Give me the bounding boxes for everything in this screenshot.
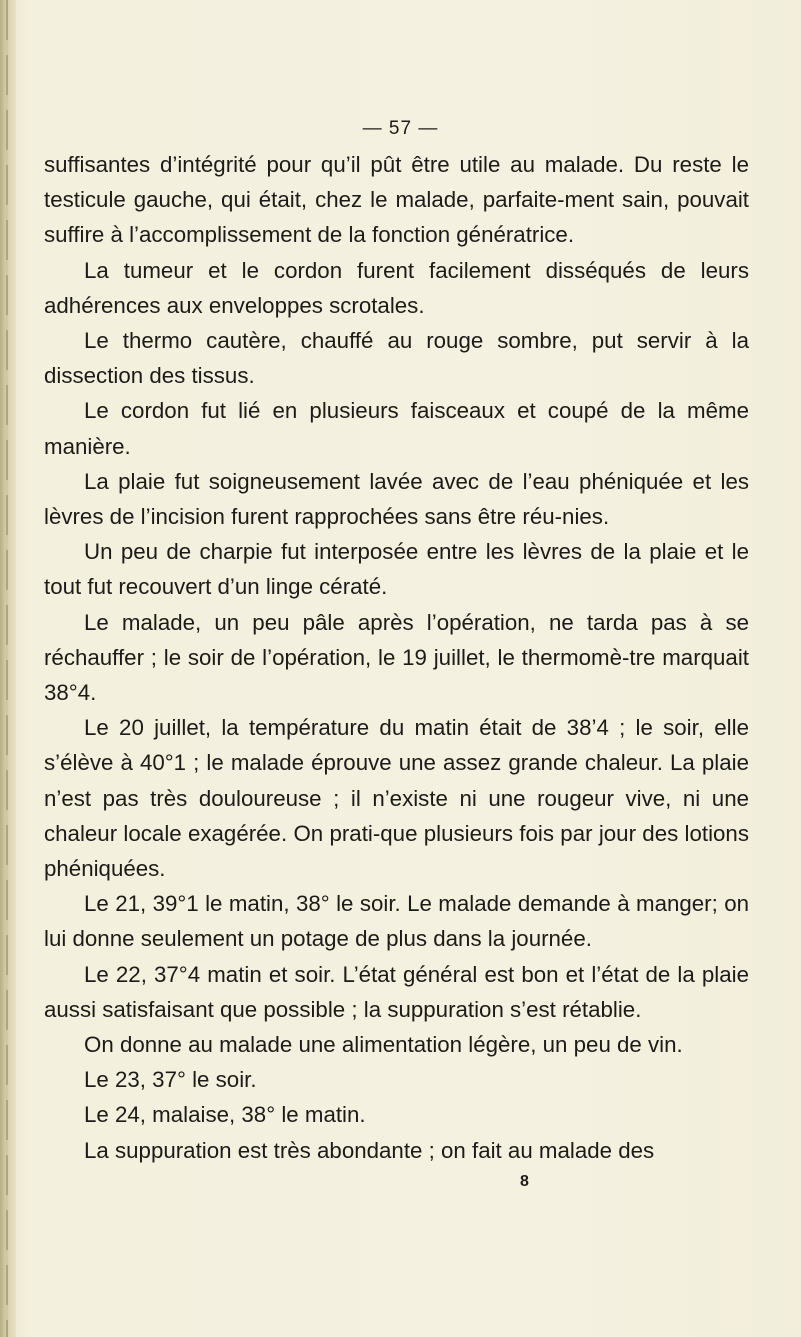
body-text xyxy=(44,147,749,1168)
paragraph: Le thermo cautère, chauffé au rouge sombre, put servir à la dissection des tissus. xyxy=(44,328,749,389)
book-spine-edge xyxy=(0,0,16,1337)
signature-mark: 8 xyxy=(520,1173,529,1190)
paragraph: Le 21, 39°1 le matin, 38° le soir. Le malade demande à manger; on lui donne seulement un potage de plus dans la journée. xyxy=(44,891,749,952)
paragraph: On donne au malade une alimentation légère, un peu de vin. xyxy=(84,1032,683,1058)
paragraph: suffisantes d’intégrité pour qu’il pût être utile au malade. Du reste le testicule gauche, qui était, chez le malade, parfaite-ment sain, pouvait suffire à l’accomplissement de la fonction génératrice. xyxy=(44,152,749,248)
paragraph: Le cordon fut lié en plusieurs faisceaux et coupé de la même manière. xyxy=(44,398,749,459)
page-number: — 57 — xyxy=(362,118,439,139)
paragraph: La plaie fut soigneusement lavée avec de l’eau phéniquée et les lèvres de l’incision furent rapprochées sans être réu-nies. xyxy=(44,468,749,530)
paragraph: Le 24, malaise, 38° le matin. xyxy=(84,1102,366,1128)
paragraph: Le 20 juillet, la température du matin était de 38’4 ; le soir, elle s’élève à 40°1 ; le malade éprouve une assez grande chaleur. La plaie n’est pas très douloureuse ; il n’existe ni une rougeur vive, ni une chaleur locale exagérée. On prati-que plusieurs fois par jour des lotions phéniquées. xyxy=(44,715,749,882)
paragraph: Le 22, 37°4 matin et soir. L’état général est bon et l’état de la plaie aussi satisfaisant que possible ; la suppuration s’est rétablie. xyxy=(44,961,749,1022)
paragraph: Le malade, un peu pâle après l’opération, ne tarda pas à se réchauffer ; le soir de l’opération, le 19 juillet, le thermomè-tre marquait 38°4. xyxy=(44,609,749,706)
paragraph: La tumeur et le cordon furent facilement disséqués de leurs adhérences aux enveloppes scrotales. xyxy=(44,257,749,318)
paragraph: Un peu de charpie fut interposée entre les lèvres de la plaie et le tout fut recouvert d’un linge cératé. xyxy=(44,539,749,600)
paragraph: La suppuration est très abondante ; on fait au malade des xyxy=(84,1137,655,1163)
paragraph: Le 23, 37° le soir. xyxy=(84,1067,257,1093)
